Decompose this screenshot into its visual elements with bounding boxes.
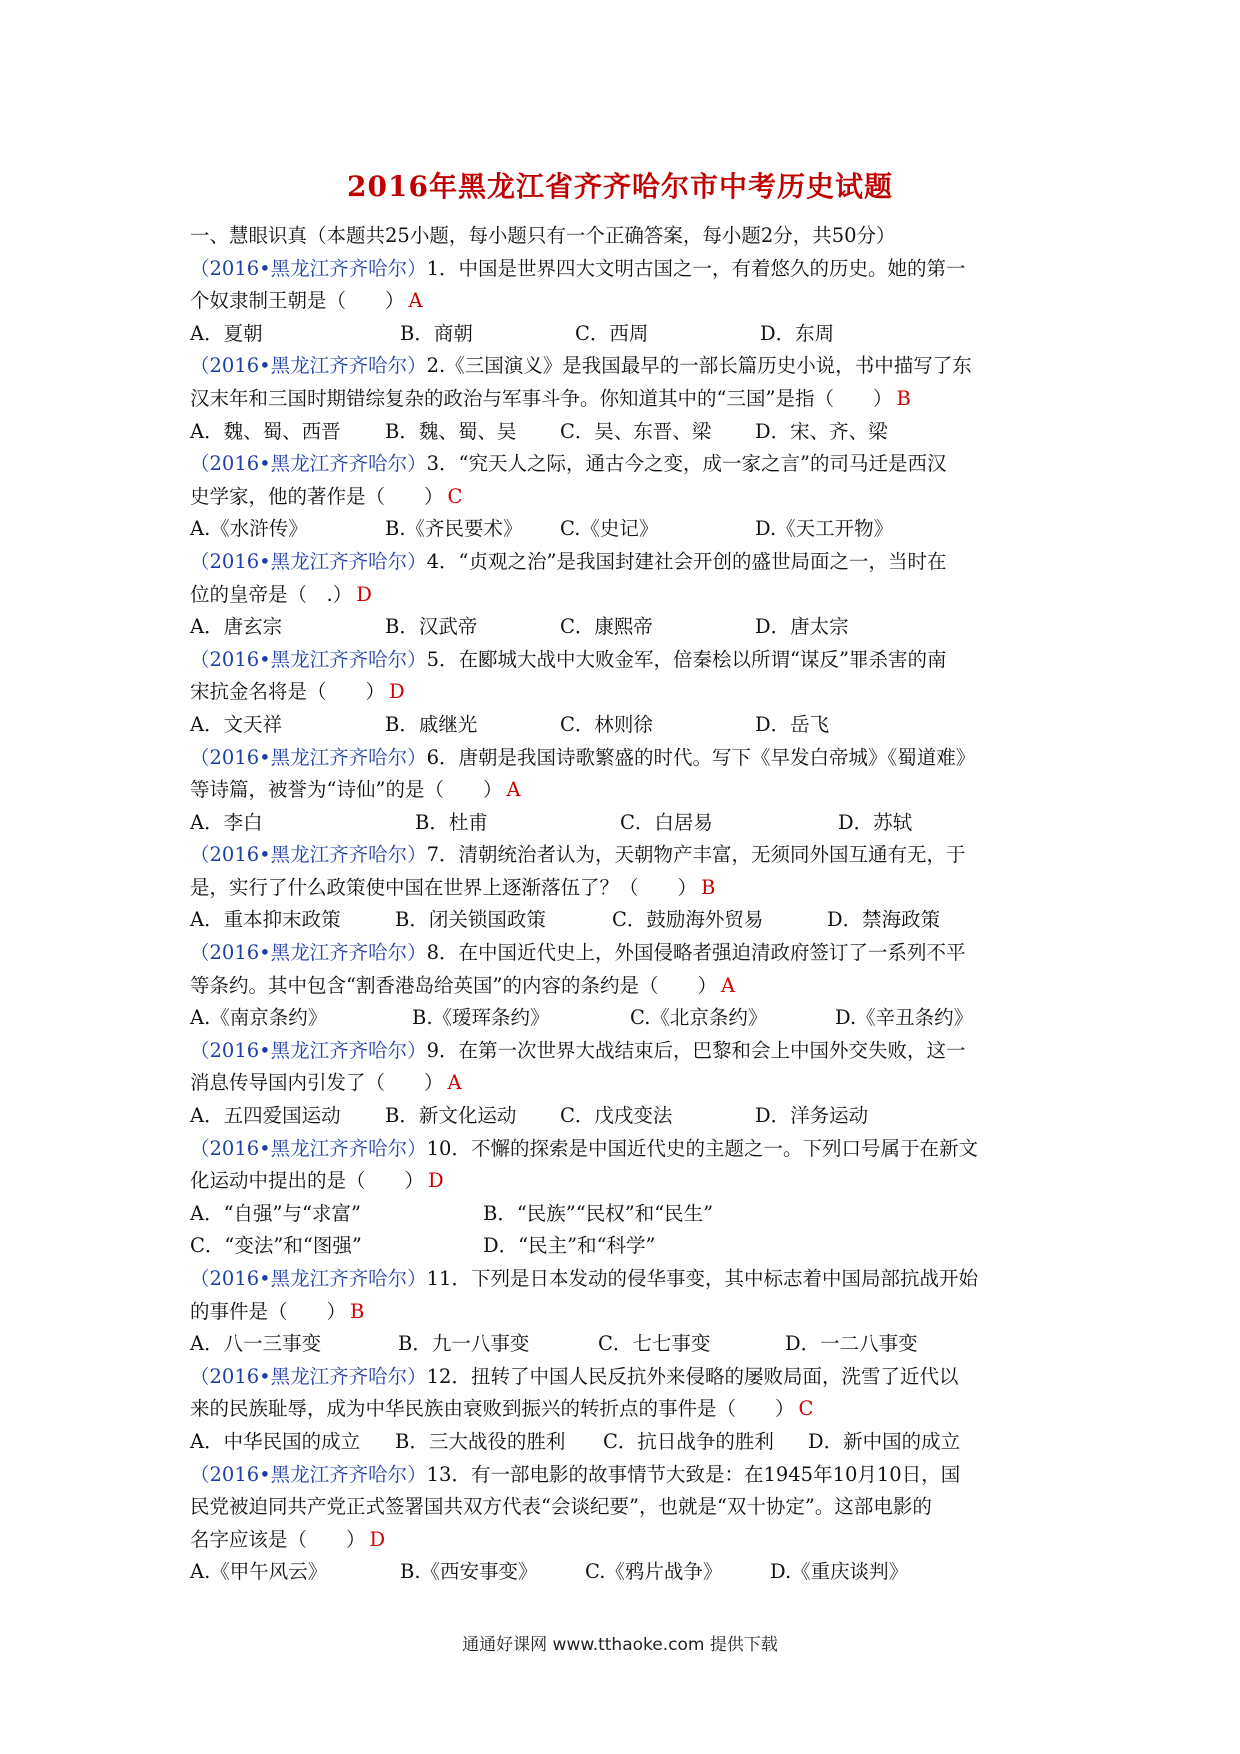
question-text: 8．在中国近代史上，外国侵略者强迫清政府签订了一系列不平 <box>426 941 966 965</box>
answer-option: D.《天工开物》 <box>755 517 894 541</box>
question-source: （2016•黑龙江齐齐哈尔） <box>190 1136 427 1160</box>
question-text: 3．“究天人之际，通古今之变，成一家之言”的司马迁是西汉 <box>426 452 947 476</box>
question-source: （2016•黑龙江齐齐哈尔） <box>190 354 427 378</box>
question-source: （2016•黑龙江齐齐哈尔） <box>190 745 427 769</box>
answer-option: A．五四爱国运动 <box>190 1104 341 1128</box>
question-text: 的事件是（ ） <box>190 1299 347 1323</box>
question-source: （2016•黑龙江齐齐哈尔） <box>190 647 427 671</box>
answer-option: D．一二八事变 <box>785 1332 918 1356</box>
question-line <box>190 774 1065 807</box>
answer-option: C．戊戌变法 <box>560 1104 673 1128</box>
options-row <box>190 1198 1065 1231</box>
question-line <box>190 1459 1065 1492</box>
answer-option: A．中华民国的成立 <box>190 1429 361 1453</box>
question-source: （2016•黑龙江齐齐哈尔） <box>190 1038 427 1062</box>
question-line <box>190 1393 1065 1426</box>
question-text: 2.《三国演义》是我国最早的一部长篇历史小说，书中描写了东 <box>426 354 972 378</box>
question-text: 等诗篇，被誉为“诗仙”的是（ ） <box>190 778 503 802</box>
question-line <box>190 1035 1065 1068</box>
question-line <box>190 1491 1065 1524</box>
answer-option: B．闭关锁国政策 <box>395 908 546 932</box>
answer-option: D．东周 <box>760 321 835 345</box>
answer-key: D <box>428 1169 444 1193</box>
question-text: 位的皇帝是（ .） <box>190 582 353 606</box>
answer-option: A．文天祥 <box>190 712 283 736</box>
question-text: 11．下列是日本发动的侵华事变，其中标志着中国局部抗战开始 <box>426 1267 978 1290</box>
answer-option: D．唐太宗 <box>755 615 849 639</box>
question-text: 12．扭转了中国人民反抗外来侵略的屡败局面，洗雪了近代以 <box>426 1364 959 1388</box>
answer-option: B．汉武帝 <box>385 615 478 639</box>
answer-option: A．李白 <box>190 810 263 834</box>
answer-option: B．魏、蜀、吴 <box>385 419 517 443</box>
answer-key: A <box>447 1071 462 1095</box>
options-row <box>190 318 1065 351</box>
question-text: 4．“贞观之治”是我国封建社会开创的盛世局面之一，当时在 <box>426 549 947 573</box>
answer-key: D <box>389 680 405 704</box>
answer-option: D．苏轼 <box>838 810 913 834</box>
exam-content <box>190 220 1065 1589</box>
question-text: 个奴隶制王朝是（ ） <box>190 289 405 313</box>
answer-key: D <box>356 582 372 606</box>
answer-key: B <box>350 1299 365 1323</box>
answer-key: C <box>447 484 463 508</box>
question-source: （2016•黑龙江齐齐哈尔） <box>190 452 427 476</box>
answer-option: B．新文化运动 <box>385 1104 517 1128</box>
question-line <box>190 285 1065 318</box>
options-row <box>190 1100 1065 1133</box>
question-line <box>190 1165 1065 1198</box>
answer-option: C.《史记》 <box>560 517 659 541</box>
answer-option: C.《鸦片战争》 <box>585 1560 723 1584</box>
question-line <box>190 253 1065 286</box>
question-line <box>190 872 1065 905</box>
answer-option: C．吴、东晋、梁 <box>560 419 712 443</box>
question-text: 汉末年和三国时期错综复杂的政治与军事斗争。你知道其中的“三国”是指（ ） <box>190 386 893 410</box>
answer-option: A．“自强”与“求富” <box>190 1201 361 1225</box>
question-line <box>190 1133 1065 1166</box>
question-text: 6．唐朝是我国诗歌繁盛的时代。写下《早发白帝城》《蜀道难》 <box>426 745 976 769</box>
question-source: （2016•黑龙江齐齐哈尔） <box>190 1267 427 1290</box>
answer-option: B．杜甫 <box>415 810 488 834</box>
answer-option: C．康熙帝 <box>560 615 653 639</box>
options-row <box>190 611 1065 644</box>
question-text: 5．在郾城大战中大败金军，倍秦桧以所谓“谋反”罪杀害的南 <box>426 647 947 671</box>
question-text: 化运动中提出的是（ ） <box>190 1169 425 1193</box>
question-line <box>190 1067 1065 1100</box>
answer-option: C．林则徐 <box>560 712 653 736</box>
answer-option: A.《南京条约》 <box>190 1006 328 1030</box>
question-text: 民党被迫同共产党正式签署国共双方代表“会谈纪要”，也就是“双十协定”。这部电影的 <box>190 1495 932 1519</box>
answer-option: B．九一八事变 <box>398 1332 530 1356</box>
answer-option: A．重本抑末政策 <box>190 908 341 932</box>
answer-option: B．戚继光 <box>385 712 478 736</box>
answer-option: B.《齐民要术》 <box>385 517 523 541</box>
question-line <box>190 383 1065 416</box>
question-source: （2016•黑龙江齐齐哈尔） <box>190 843 427 867</box>
question-text: 史学家，他的著作是（ ） <box>190 484 444 508</box>
answer-option: D．禁海政策 <box>827 908 941 932</box>
answer-option: D．宋、齐、梁 <box>755 419 888 443</box>
answer-option: A．八一三事变 <box>190 1332 322 1356</box>
answer-option: C．西周 <box>575 321 649 345</box>
footer: 通通好课网 www.tthaoke.com 提供下载 <box>462 1635 778 1655</box>
question-line <box>190 676 1065 709</box>
question-source: （2016•黑龙江齐齐哈尔） <box>190 549 427 573</box>
answer-option: A．夏朝 <box>190 321 263 345</box>
answer-key: C <box>798 1397 814 1421</box>
answer-option: D．洋务运动 <box>755 1104 869 1128</box>
options-row <box>190 1426 1065 1459</box>
question-text: 10．不懈的探索是中国近代史的主题之一。下列口号属于在新文 <box>426 1136 978 1160</box>
options-row <box>190 1002 1065 1035</box>
question-source: （2016•黑龙江齐齐哈尔） <box>190 941 427 965</box>
question-line <box>190 1296 1065 1329</box>
question-line <box>190 970 1065 1003</box>
answer-option: D.《重庆谈判》 <box>770 1560 909 1584</box>
answer-key: D <box>369 1527 386 1551</box>
answer-option: B．商朝 <box>400 321 473 345</box>
answer-option: C.《北京条约》 <box>630 1006 768 1030</box>
question-text: 13．有一部电影的故事情节大致是：在1945年10月10日，国 <box>426 1462 961 1486</box>
question-line <box>190 579 1065 612</box>
options-row <box>190 807 1065 840</box>
answer-key: B <box>701 875 716 899</box>
question-text: 7．清朝统治者认为，天朝物产丰富，无须同外国互通有无，于 <box>426 843 966 867</box>
question-line <box>190 839 1065 872</box>
options-row <box>190 1556 1065 1589</box>
question-line <box>190 1263 1065 1296</box>
question-line <box>190 546 1065 579</box>
answer-option: B．三大战役的胜利 <box>395 1429 566 1453</box>
options-row <box>190 904 1065 937</box>
answer-key: A <box>720 973 736 997</box>
question-text: 消息传导国内引发了（ ） <box>190 1071 444 1095</box>
answer-option: D.《辛丑条约》 <box>835 1006 974 1030</box>
question-line <box>190 1361 1065 1394</box>
answer-option: C．抗日战争的胜利 <box>603 1429 774 1453</box>
question-source: （2016•黑龙江齐齐哈尔） <box>190 256 427 280</box>
answer-option: C．七七事变 <box>598 1332 711 1356</box>
question-text: 来的民族耻辱，成为中华民族由衰败到振兴的转折点的事件是（ ） <box>190 1397 795 1421</box>
answer-option: B．“民族”“民权”和“民生” <box>483 1201 714 1225</box>
question-source: （2016•黑龙江齐齐哈尔） <box>190 1364 427 1388</box>
question-line <box>190 937 1065 970</box>
question-line <box>190 350 1065 383</box>
answer-option: D．“民主”和“科学” <box>483 1234 656 1258</box>
section-heading: 一、慧眼识真（本题共25小题，每小题只有一个正确答案，每小题2分，共50分） <box>190 224 896 247</box>
answer-option: B.《瑷珲条约》 <box>412 1006 550 1030</box>
answer-option: C．鼓励海外贸易 <box>612 908 764 932</box>
question-text: 1．中国是世界四大文明古国之一，有着悠久的历史。她的第一 <box>426 256 966 280</box>
options-row <box>190 1328 1065 1361</box>
question-line <box>190 1524 1065 1557</box>
answer-key: A <box>408 289 423 313</box>
options-row <box>190 1230 1065 1263</box>
answer-option: D．新中国的成立 <box>808 1429 961 1453</box>
answer-option: A.《甲午风云》 <box>190 1560 328 1584</box>
answer-option: C．“变法”和“图强” <box>190 1234 362 1258</box>
answer-option: A．魏、蜀、西晋 <box>190 419 341 443</box>
question-text: 名字应该是（ ） <box>190 1527 366 1551</box>
answer-option: B.《西安事变》 <box>400 1560 538 1584</box>
answer-key: A <box>506 778 521 802</box>
question-line <box>190 481 1065 514</box>
question-line <box>190 448 1065 481</box>
question-source: （2016•黑龙江齐齐哈尔） <box>190 1462 427 1486</box>
options-row <box>190 709 1065 742</box>
answer-option: C．白居易 <box>620 810 713 834</box>
question-text: 等条约。其中包含“割香港岛给英国”的内容的条约是（ ） <box>190 973 717 997</box>
answer-option: A．唐玄宗 <box>190 615 283 639</box>
question-text: 是，实行了什么政策使中国在世界上逐渐落伍了？（ ） <box>190 875 698 899</box>
answer-key: B <box>896 386 911 410</box>
page-title: 2016年黑龙江省齐齐哈尔市中考历史试题 <box>347 170 893 203</box>
answer-option: D．岳飞 <box>755 712 830 736</box>
question-line <box>190 644 1065 677</box>
question-text: 9．在第一次世界大战结束后，巴黎和会上中国外交失败，这一 <box>426 1038 966 1062</box>
question-line <box>190 742 1065 775</box>
options-row <box>190 513 1065 546</box>
options-row <box>190 416 1065 449</box>
question-text: 宋抗金名将是（ ） <box>190 680 386 704</box>
answer-option: A.《水浒传》 <box>190 517 308 541</box>
